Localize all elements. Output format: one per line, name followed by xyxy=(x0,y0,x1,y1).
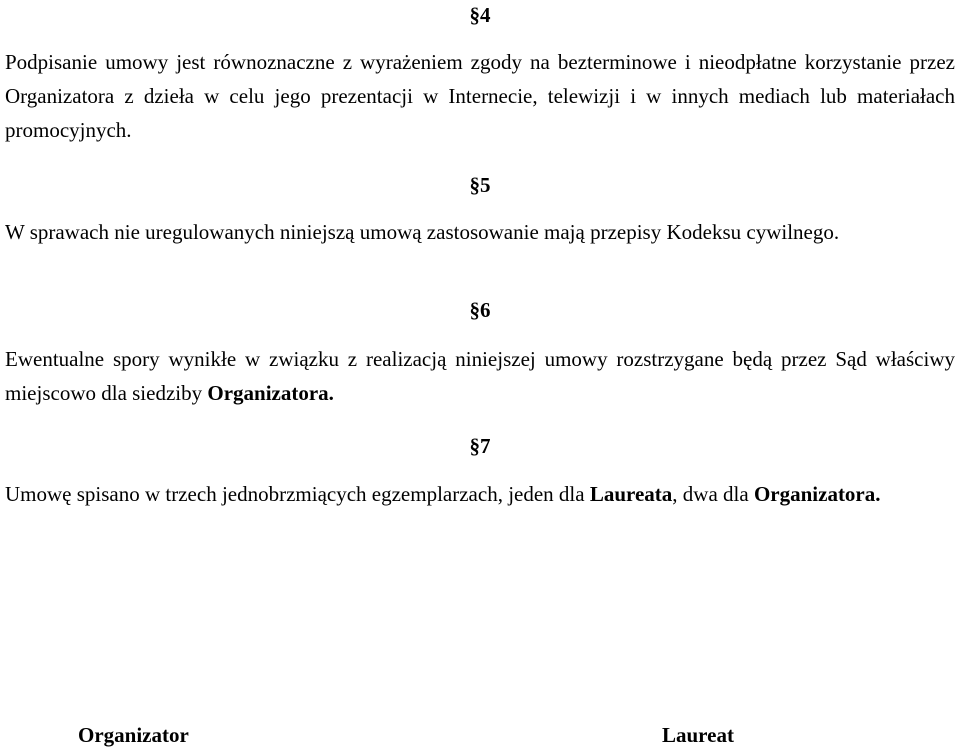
section-5-text: W sprawach nie uregulowanych niniejszą umową zastosowanie mają przepisy Kodeksu cywilnego. xyxy=(5,220,840,244)
section-7-text-part2: , dwa dla xyxy=(672,482,754,506)
section-7-heading: §7 xyxy=(469,434,491,458)
section-4-heading: §4 xyxy=(469,3,491,27)
section-4-text: Podpisanie umowy jest równoznaczne z wyrażeniem zgody na bezterminowe i nieodpłatne korzystanie przez Organizatora z dzieła w celu jego prezentacji w Internecie, telewizji i w innych mediach lub materiałach promocyjnych. xyxy=(5,50,955,142)
signature-organizer: Organizator xyxy=(78,723,189,747)
signature-laureate: Laureat xyxy=(662,723,734,747)
section-7-text xyxy=(5,477,955,511)
section-6-text-main: Ewentualne spory wynikłe w związku z realizacją niniejszej umowy rozstrzygane będą przez Sąd właściwy miejscowo dla siedziby xyxy=(5,347,955,405)
section-6-organizer-bold: Organizatora. xyxy=(207,381,334,405)
section-5-heading: §5 xyxy=(469,173,491,197)
section-6-heading: §6 xyxy=(469,298,491,322)
section-7-laureate-bold: Laureata xyxy=(589,482,673,506)
section-7-organizer-bold: Organizatora. xyxy=(753,482,881,506)
section-7-text-part1: Umowę spisano w trzech jednobrzmiących egzemplarzach, jeden dla xyxy=(5,482,590,506)
section-6-text xyxy=(5,342,955,410)
